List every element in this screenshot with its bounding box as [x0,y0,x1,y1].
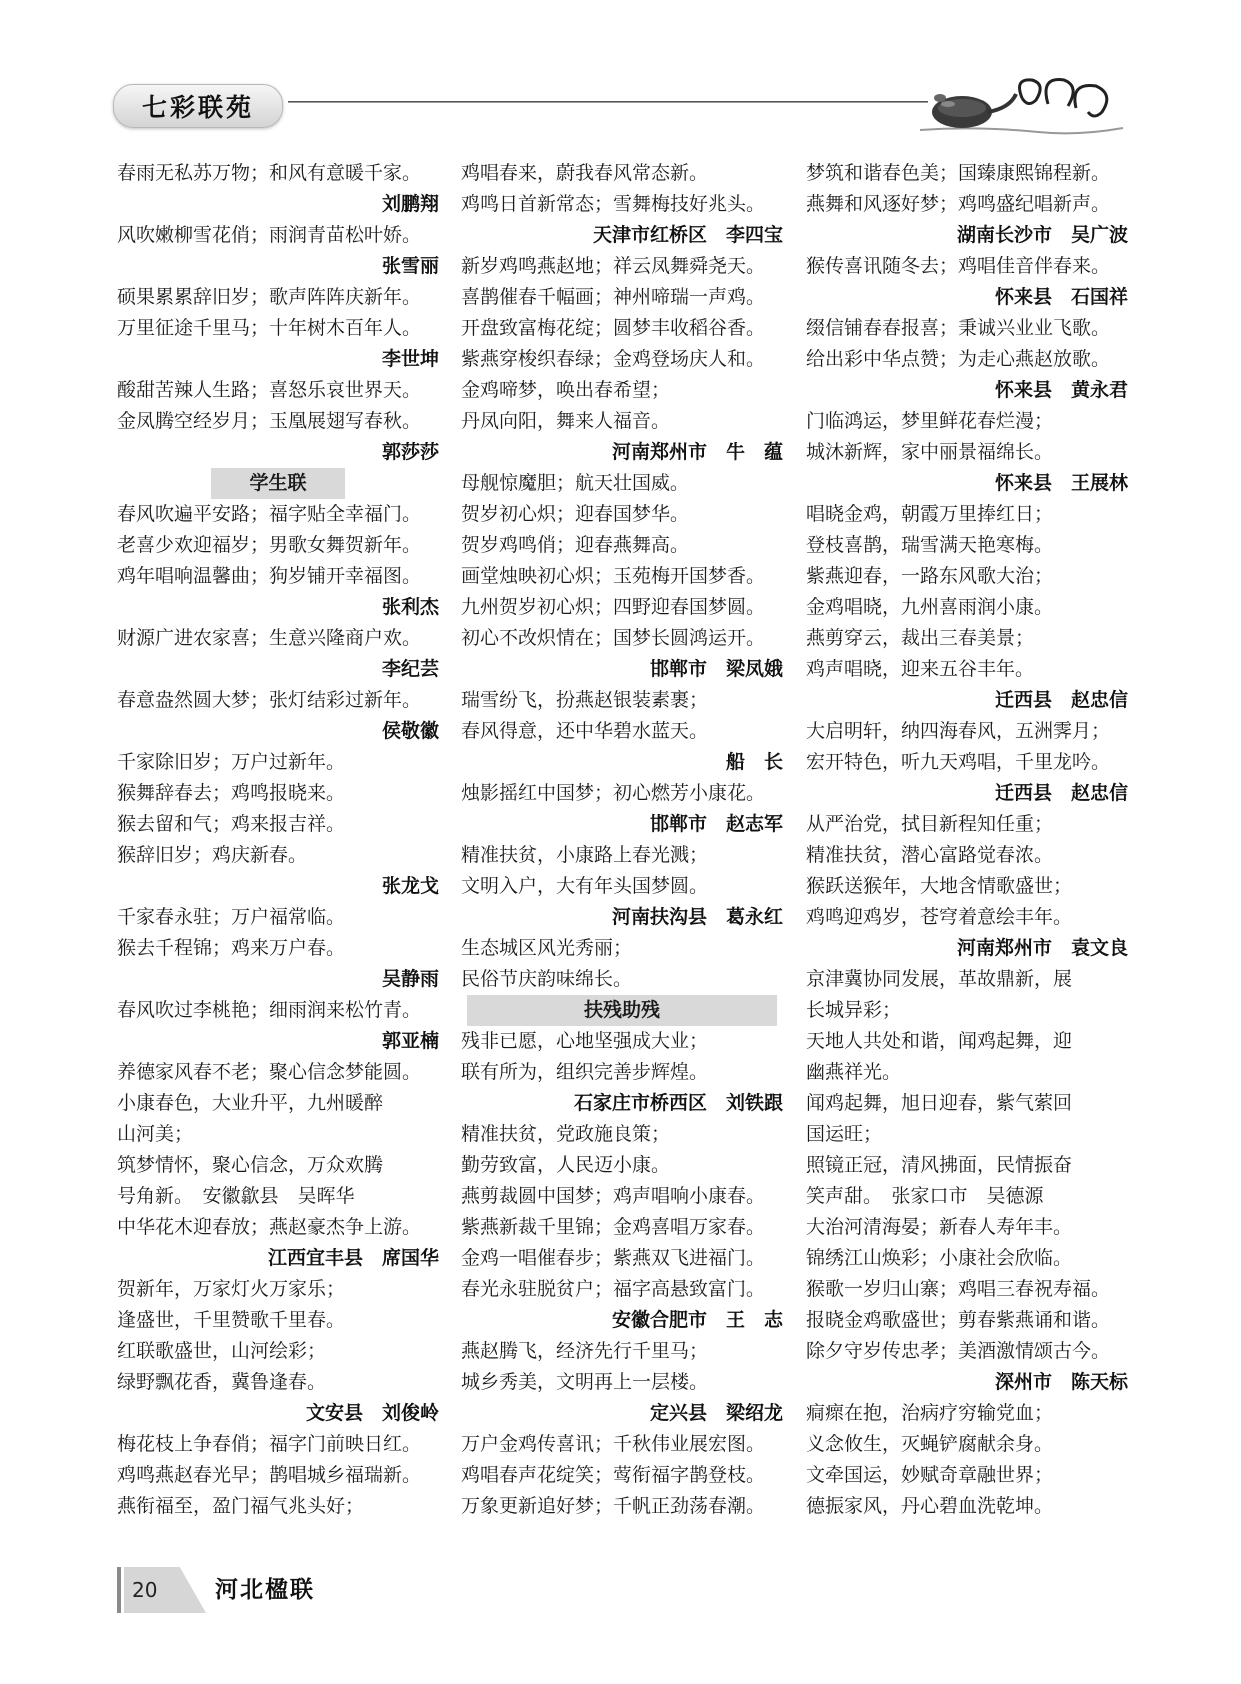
couplet-line: 文明入户，大有年头国梦圆。 [461,875,709,897]
couplet-line: 财源广进农家喜；生意兴隆商户欢。 [117,627,422,649]
author-line: 邯郸市 梁凤娥 [649,658,783,680]
column-left [117,158,439,1522]
couplet-line: 锦绣江山焕彩；小康社会欣临。 [806,1247,1073,1269]
couplet-line: 鸡年唱响温馨曲；狗岁铺开幸福图。 [117,565,422,587]
author-line: 船 长 [725,751,783,773]
couplet-line: 登枝喜鹊，瑞雪满天艳寒梅。 [806,534,1054,556]
couplet-line: 精准扶贫，小康路上春光溅； [461,844,709,866]
couplet-line: 紫燕新裁千里锦；金鸡喜唱万家春。 [461,1216,766,1238]
couplet-line: 缀信铺春春报喜；秉诚兴业业飞歌。 [806,317,1111,339]
section-heading-label: 学生联 [211,468,345,499]
couplet-line: 养德家风春不老；聚心信念梦能圆。 [117,1061,422,1083]
couplet-line: 小康春色，大业升平，九州暖醉 [117,1092,384,1114]
couplet-line: 报晓金鸡歌盛世；剪春紫燕诵和谐。 [806,1309,1111,1331]
couplet-line: 硕果累累辞旧岁；歌声阵阵庆新年。 [117,286,422,308]
couplet-line: 梅花枝上争春俏；福字门前映日红。 [117,1433,422,1455]
couplet-line: 燕剪穿云，裁出三春美景； [806,627,1035,649]
couplet-line: 京津冀协同发展，革故鼎新，展 [806,968,1073,990]
couplet-line: 燕赵腾飞，经济先行千里马； [461,1340,709,1362]
couplet-line: 长城异彩； [806,999,902,1021]
author-line: 郭莎莎 [381,441,439,463]
couplet-line: 中华花木迎春放；燕赵豪杰争上游。 [117,1216,422,1238]
couplet-line: 贺岁初心炽；迎春国梦华。 [461,503,690,525]
couplet-line: 母舰惊魔胆；航天壮国威。 [461,472,690,494]
couplet-line: 红联歌盛世，山河绘彩； [117,1340,327,1362]
couplet-line: 痌瘝在抱，治病疗穷输党血； [806,1402,1054,1424]
couplet-line: 贺岁鸡鸣俏；迎春燕舞高。 [461,534,690,556]
couplet-line: 绿野飘花香，冀鲁逢春。 [117,1371,327,1393]
couplet-line: 猴舞辞春去；鸡鸣报晓来。 [117,782,346,804]
author-line: 河南郑州市 牛 蕴 [611,441,783,463]
couplet-line: 勤劳致富，人民迈小康。 [461,1154,671,1176]
couplet-line: 鸡唱春来，蔚我春风常态新。 [461,162,709,184]
couplet-line: 万里征途千里马；十年树木百年人。 [117,317,422,339]
couplet-line: 金凤腾空经岁月；玉凰展翅写春秋。 [117,410,422,432]
couplet-line: 幽燕祥光。 [806,1061,902,1083]
author-line: 刘鹏翔 [381,193,439,215]
couplet-line: 逢盛世，千里赞歌千里春。 [117,1309,346,1331]
section-heading [461,995,783,1026]
couplet-line: 老喜少欢迎福岁；男歌女舞贺新年。 [117,534,422,556]
author-line: 江西宜丰县 席国华 [267,1247,439,1269]
author-line: 张雪丽 [381,255,439,277]
couplet-line: 猴去留和气；鸡来报吉祥。 [117,813,346,835]
couplet-line: 闻鸡起舞，旭日迎春，紫气萦回 [806,1092,1073,1114]
section-title: 七彩联苑 [113,84,283,128]
section-heading [117,468,439,499]
author-line: 迁西县 赵忠信 [994,782,1128,804]
couplet-line: 除夕守岁传忠孝；美酒激情颂古今。 [806,1340,1111,1362]
author-line: 郭亚楠 [381,1030,439,1052]
couplet-line: 残非已愿，心地坚强成大业； [461,1030,709,1052]
couplet-line: 文牵国运，妙赋奇章融世界； [806,1464,1054,1486]
couplet-line: 城乡秀美，文明再上一层楼。 [461,1371,709,1393]
couplet-line: 城沐新辉，家中丽景福绵长。 [806,441,1054,463]
couplet-line: 春风得意，还中华碧水蓝天。 [461,720,709,742]
couplet-line: 从严治党，拭目新程知任重； [806,813,1054,835]
author-line: 侯敬徽 [381,720,439,742]
couplet-line: 燕剪裁圆中国梦；鸡声唱响小康春。 [461,1185,766,1207]
couplet-line: 春光永驻脱贫户；福字高悬致富门。 [461,1278,766,1300]
couplet-line: 鸡唱春声花绽笑；莺衔福字鹊登枝。 [461,1464,766,1486]
couplet-line: 画堂烛映初心炽；玉苑梅开国梦香。 [461,565,766,587]
author-line: 石家庄市桥西区 刘铁跟 [573,1092,783,1114]
couplet-line: 鸡鸣日首新常态；雪舞梅技好兆头。 [461,193,766,215]
section-heading-label: 扶残助残 [467,995,777,1026]
couplet-line: 酸甜苦辣人生路；喜怒乐哀世界天。 [117,379,422,401]
couplet-line: 风吹嫩柳雪花俏；雨润青苗松叶娇。 [117,224,422,246]
couplet-line: 照镜正冠，清风拂面，民情振奋 [806,1154,1073,1176]
couplet-line: 大启明轩，纳四海春风，五洲霁月； [806,720,1111,742]
couplet-line: 春风吹过李桃艳；细雨润来松竹青。 [117,999,422,1021]
couplet-line: 唱晓金鸡，朝霞万里捧红日； [806,503,1054,525]
couplet-line: 千家除旧岁；万户过新年。 [117,751,346,773]
couplet-line: 联有所为，组织完善步辉煌。 [461,1061,709,1083]
author-line: 怀来县 黄永君 [994,379,1128,401]
couplet-line: 义念攸生，灭蝇铲腐献余身。 [806,1433,1054,1455]
author-line: 张龙戈 [381,875,439,897]
couplet-line: 丹凤向阳，舞来人福音。 [461,410,671,432]
author-line: 河南郑州市 袁文良 [956,937,1128,959]
couplet-line: 猴去千程锦；鸡来万户春。 [117,937,346,959]
author-line: 李纪芸 [381,658,439,680]
magazine-title: 河北楹联 [215,1577,315,1603]
couplet-line: 笑声甜。 张家口市 吴德源 [806,1185,1044,1207]
couplet-line: 民俗节庆韵味绵长。 [461,968,633,990]
couplet-line: 生态城区风光秀丽； [461,937,633,959]
couplet-line: 烛影摇红中国梦；初心燃芳小康花。 [461,782,766,804]
couplet-line: 初心不改炽情在；国梦长圆鸿运开。 [461,627,766,649]
author-line: 张利杰 [381,596,439,618]
couplet-line: 猴跃送猴年，大地含情歌盛世； [806,875,1073,897]
author-line: 邯郸市 赵志军 [649,813,783,835]
couplet-line: 山河美； [117,1123,194,1145]
couplet-line: 新岁鸡鸣燕赵地；祥云凤舞舜尧天。 [461,255,766,277]
couplet-line: 紫燕迎春，一路东风歌大治； [806,565,1054,587]
couplet-line: 猴传喜讯随冬去；鸡唱佳音伴春来。 [806,255,1111,277]
couplet-line: 给出彩中华点赞；为走心燕赵放歌。 [806,348,1111,370]
author-line: 河南扶沟县 葛永红 [611,906,783,928]
couplet-line: 猴歌一岁归山寨；鸡唱三春祝寿福。 [806,1278,1111,1300]
couplet-line: 宏开特色，听九天鸡唱，千里龙吟。 [806,751,1111,773]
couplet-line: 喜鹊催春千幅画；神州啼瑞一声鸡。 [461,286,766,308]
couplet-line: 瑞雪纷飞，扮燕赵银装素裹； [461,689,709,711]
column-right [806,158,1128,1522]
couplet-line: 金鸡唱晓，九州喜雨润小康。 [806,596,1054,618]
author-line: 安徽合肥市 王 志 [611,1309,783,1331]
couplet-line: 燕舞和风逐好梦；鸡鸣盛纪唱新声。 [806,193,1111,215]
couplet-line: 猴辞旧岁；鸡庆新春。 [117,844,308,866]
couplet-line: 金鸡啼梦，唤出春希望； [461,379,671,401]
couplet-line: 国运旺； [806,1123,883,1145]
author-line: 怀来县 石国祥 [994,286,1128,308]
couplet-line: 梦筑和谐春色美；国臻康熙锦程新。 [806,162,1111,184]
couplet-line: 紫燕穿梭织春绿；金鸡登场庆人和。 [461,348,766,370]
couplet-line: 万户金鸡传喜讯；千秋伟业展宏图。 [461,1433,766,1455]
couplet-line: 贺新年，万家灯火万家乐； [117,1278,346,1300]
author-line: 湖南长沙市 吴广波 [956,224,1128,246]
author-line: 迁西县 赵忠信 [994,689,1128,711]
page-number: 20 [132,1578,158,1602]
author-line: 吴静雨 [381,968,439,990]
author-line: 文安县 刘俊岭 [305,1402,439,1424]
couplet-line: 筑梦情怀，聚心信念，万众欢腾 [117,1154,384,1176]
couplet-line: 号角新。 安徽歙县 吴晖华 [117,1185,355,1207]
couplet-line: 鸡鸣燕赵春光早；鹊唱城乡福瑞新。 [117,1464,422,1486]
header-rule [288,101,928,103]
couplet-line: 春雨无私苏万物；和风有意暖千家。 [117,162,422,184]
footer-bar [117,1567,121,1613]
couplet-line: 九州贺岁初心炽；四野迎春国梦圆。 [461,596,766,618]
couplet-line: 德振家风，丹心碧血洗乾坤。 [806,1495,1054,1517]
couplet-line: 金鸡一唱催春步；紫燕双飞进福门。 [461,1247,766,1269]
couplet-line: 开盘致富梅花绽；圆梦丰收稻谷香。 [461,317,766,339]
couplet-line: 精准扶贫，潜心富路觉春浓。 [806,844,1054,866]
couplet-line: 春风吹遍平安路；福字贴全幸福门。 [117,503,422,525]
author-line: 怀来县 王展林 [994,472,1128,494]
author-line: 深州市 陈天标 [994,1371,1128,1393]
author-line: 定兴县 梁绍龙 [649,1402,783,1424]
couplet-line: 鸡鸣迎鸡岁，苍穹着意绘丰年。 [806,906,1073,928]
couplet-line: 春意盎然圆大梦；张灯结彩过新年。 [117,689,422,711]
couplet-line: 万象更新追好梦；千帆正劲荡春潮。 [461,1495,766,1517]
couplet-line: 精准扶贫，党政施良策； [461,1123,671,1145]
author-line: 天津市红桥区 李四宝 [592,224,783,246]
column-middle [461,158,783,1522]
couplet-line: 大治河清海晏；新春人寿年丰。 [806,1216,1073,1238]
couplet-line: 门临鸿运，梦里鲜花春烂漫； [806,410,1054,432]
author-line: 李世坤 [381,348,439,370]
teapot-ornament-icon [918,68,1128,140]
couplet-line: 天地人共处和谐，闻鸡起舞，迎 [806,1030,1073,1052]
couplet-line: 千家春永驻；万户福常临。 [117,906,346,928]
couplet-line: 鸡声唱晓，迎来五谷丰年。 [806,658,1035,680]
couplet-line: 燕衔福至，盈门福气兆头好； [117,1495,365,1517]
